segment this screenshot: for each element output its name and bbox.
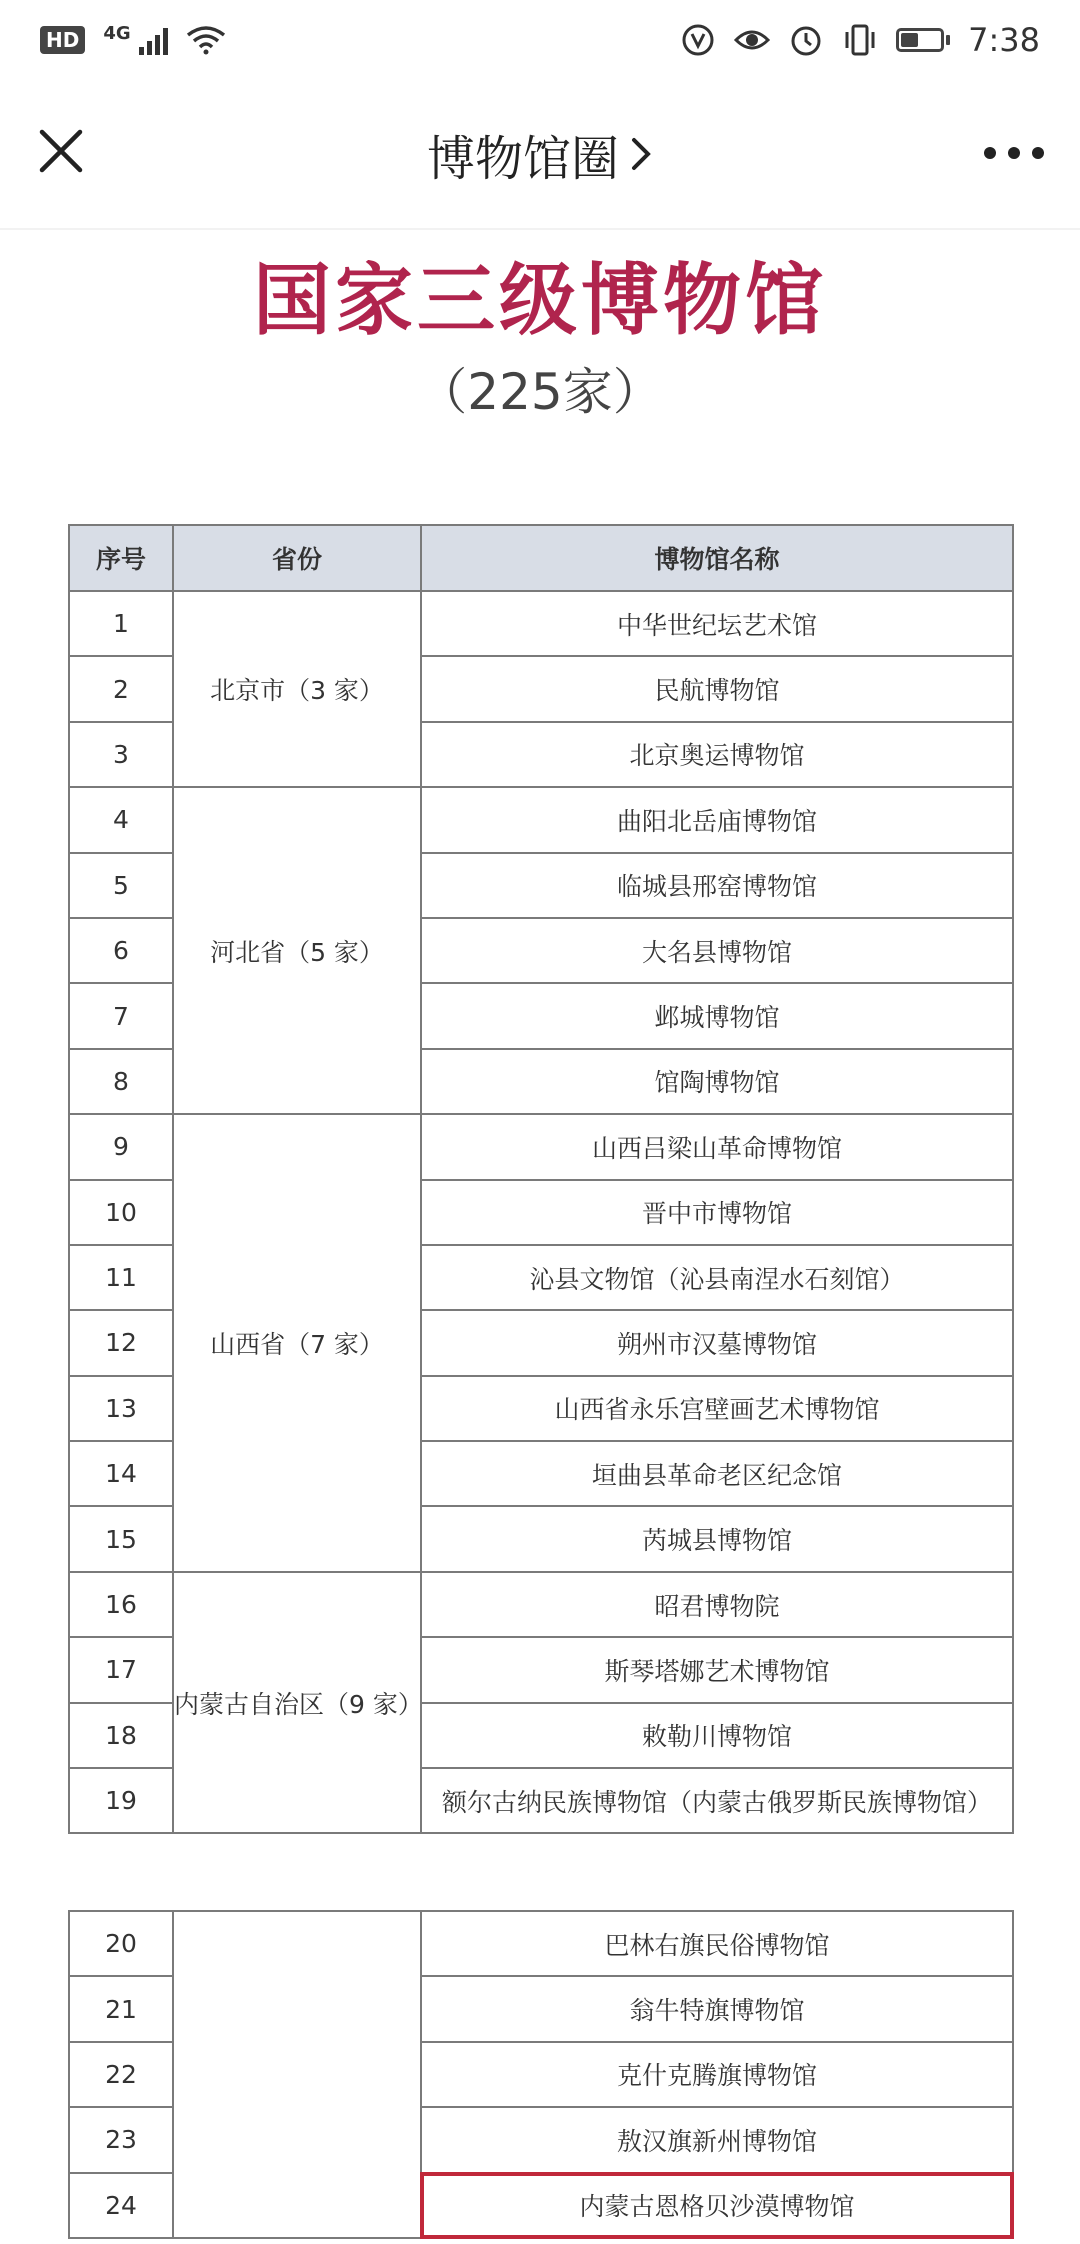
cell-museum-name: 曲阳北岳庙博物馆 xyxy=(421,787,1013,852)
cell-museum-name: 翁牛特旗博物馆 xyxy=(421,1976,1013,2041)
museum-table-1 xyxy=(68,524,1014,1834)
cell-museum-name: 斯琴塔娜艺术博物馆 xyxy=(421,1637,1013,1702)
cell-number: 20 xyxy=(69,1911,173,1976)
cell-number: 15 xyxy=(69,1506,173,1571)
table-row xyxy=(69,1911,1013,1976)
header-number: 序号 xyxy=(69,525,173,591)
status-right xyxy=(680,21,1040,59)
nfc-icon xyxy=(680,22,716,58)
close-icon[interactable] xyxy=(36,126,86,176)
cell-museum-name: 临城县邢窑博物馆 xyxy=(421,853,1013,918)
table-row xyxy=(69,787,1013,852)
cell-museum-name: 北京奥运博物馆 xyxy=(421,722,1013,787)
cell-museum-name: 民航博物馆 xyxy=(421,656,1013,721)
header-province: 省份 xyxy=(173,525,421,591)
hd-badge: HD xyxy=(40,26,85,54)
table-header-row xyxy=(69,525,1013,591)
cell-number: 22 xyxy=(69,2042,173,2107)
cell-number: 1 xyxy=(69,591,173,656)
more-icon[interactable] xyxy=(984,138,1044,168)
cell-number: 10 xyxy=(69,1180,173,1245)
cell-number: 19 xyxy=(69,1768,173,1833)
cell-number: 11 xyxy=(69,1245,173,1310)
cell-number: 7 xyxy=(69,983,173,1048)
cell-museum-name: 中华世纪坛艺术馆 xyxy=(421,591,1013,656)
cell-museum-name: 山西省永乐宫壁画艺术博物馆 xyxy=(421,1376,1013,1441)
cell-museum-name: 垣曲县革命老区纪念馆 xyxy=(421,1441,1013,1506)
cell-museum-name: 馆陶博物馆 xyxy=(421,1049,1013,1114)
table-row xyxy=(69,1572,1013,1637)
cell-number: 12 xyxy=(69,1310,173,1375)
alarm-icon xyxy=(788,22,824,58)
page-title: 博物馆圈 xyxy=(426,130,619,187)
wifi-icon xyxy=(186,25,226,55)
cell-museum-name: 大名县博物馆 xyxy=(421,918,1013,983)
cell-number: 14 xyxy=(69,1441,173,1506)
museum-table-2 xyxy=(68,1910,1014,2239)
cell-number: 8 xyxy=(69,1049,173,1114)
cell-number: 18 xyxy=(69,1703,173,1768)
cell-museum-name: 山西吕梁山革命博物馆 xyxy=(421,1114,1013,1179)
cell-number: 2 xyxy=(69,656,173,721)
cell-museum-name-highlighted: 内蒙古恩格贝沙漠博物馆 xyxy=(421,2173,1013,2238)
cell-number: 17 xyxy=(69,1637,173,1702)
cell-museum-name: 额尔古纳民族博物馆（内蒙古俄罗斯民族博物馆） xyxy=(421,1768,1013,1833)
eye-icon xyxy=(734,22,770,58)
table-row xyxy=(69,1114,1013,1179)
status-bar xyxy=(0,0,1080,80)
table-row xyxy=(69,591,1013,656)
cell-province: 内蒙古自治区（9 家） xyxy=(173,1572,421,1834)
cell-number: 24 xyxy=(69,2173,173,2238)
battery-icon xyxy=(896,28,950,52)
cell-number: 16 xyxy=(69,1572,173,1637)
cell-museum-name: 邺城博物馆 xyxy=(421,983,1013,1048)
status-left xyxy=(40,22,226,55)
cell-museum-name: 芮城县博物馆 xyxy=(421,1506,1013,1571)
article-heading: 国家三级博物馆 xyxy=(252,256,827,346)
cell-number: 4 xyxy=(69,787,173,852)
cell-museum-name: 敖汉旗新州博物馆 xyxy=(421,2107,1013,2172)
cell-museum-name: 沁县文物馆（沁县南涅水石刻馆） xyxy=(421,1245,1013,1310)
article-subheading: （225家） xyxy=(417,363,663,421)
cell-province: 北京市（3 家） xyxy=(173,591,421,787)
app-header xyxy=(0,80,1080,230)
cell-museum-name: 巴林右旗民俗博物馆 xyxy=(421,1911,1013,1976)
cell-number: 3 xyxy=(69,722,173,787)
status-time: 7:38 xyxy=(968,21,1040,59)
cell-number: 23 xyxy=(69,2107,173,2172)
cell-museum-name: 克什克腾旗博物馆 xyxy=(421,2042,1013,2107)
cell-museum-name: 晋中市博物馆 xyxy=(421,1180,1013,1245)
cell-number: 5 xyxy=(69,853,173,918)
cell-number: 13 xyxy=(69,1376,173,1441)
vibrate-icon xyxy=(842,22,878,58)
cell-number: 9 xyxy=(69,1114,173,1179)
cell-number: 6 xyxy=(69,918,173,983)
cell-museum-name: 朔州市汉墓博物馆 xyxy=(421,1310,1013,1375)
header-museum-name: 博物馆名称 xyxy=(421,525,1013,591)
network-type: 4G xyxy=(103,22,131,44)
signal-icon xyxy=(139,25,168,55)
cell-museum-name: 敕勒川博物馆 xyxy=(421,1703,1013,1768)
cell-number: 21 xyxy=(69,1976,173,2041)
cell-province: 河北省（5 家） xyxy=(173,787,421,1114)
chevron-right-icon xyxy=(629,135,653,173)
cell-province: 山西省（7 家） xyxy=(173,1114,421,1572)
account-title-link[interactable] xyxy=(427,120,653,189)
cell-museum-name: 昭君博物院 xyxy=(421,1572,1013,1637)
cell-province xyxy=(173,1911,421,2238)
